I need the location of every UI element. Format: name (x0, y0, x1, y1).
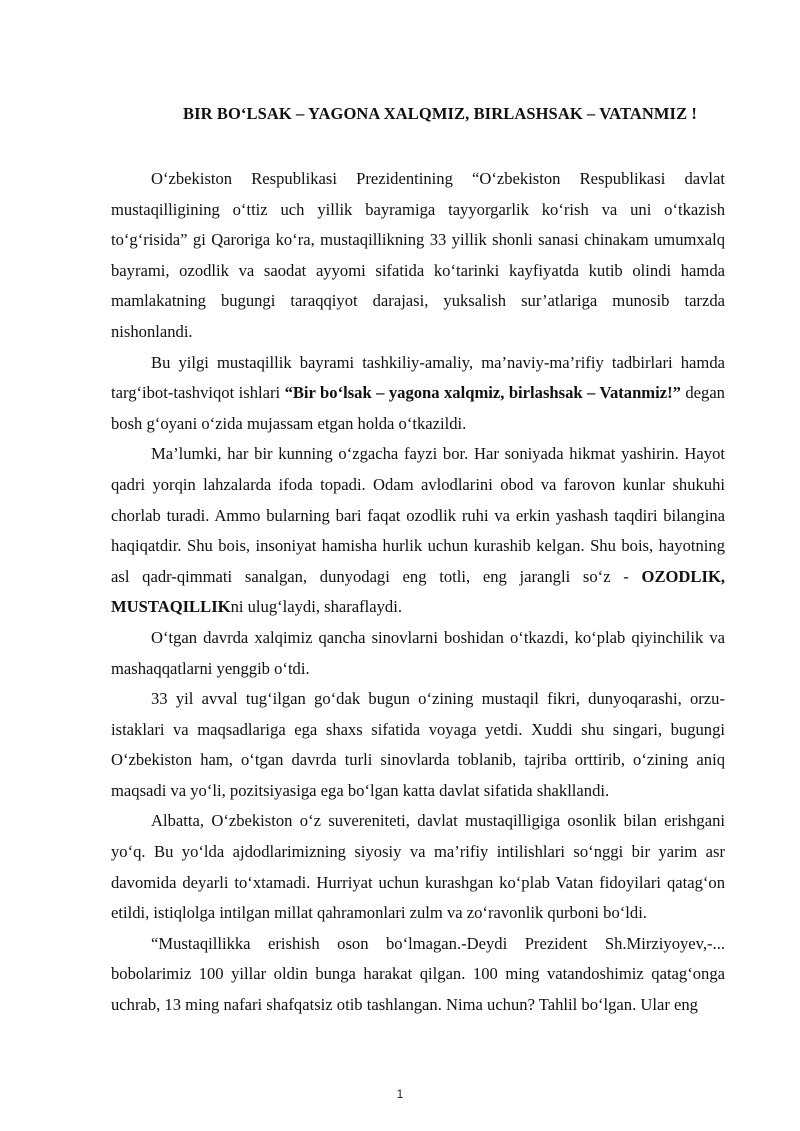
paragraph: “Mustaqillikka erishish oson bo‘lmagan.-Deydi Prezident Sh.Mirziyoyev,-... bobolarimiz 100 yillar oldin bunga harakat qilgan. 100 ming vatandoshimiz qatag‘onga uchrab, 13 ming nafari shafqatsiz otib tashlangan. Nima uchun? Tahlil bo‘lgan. Ular eng (111, 933, 725, 1015)
paragraph (111, 348, 725, 440)
paragraph: Albatta, O‘zbekiston o‘z suvereniteti, davlat mustaqilligiga osonlik bilan erishgani yo‘q. Bu yo‘lda ajdodlarimizning siyosiy va ma’rifiy intilishlari so‘nggi bir yarim asr davomida deyarli to‘xtamadi. Hurriyat uchun kurashgan ko‘plab Vatan fidoyilari qatag‘on etildi, istiqlolga intilgan millat qahramonlari zulm va zo‘ravonlik qurboni bo‘ldi. (111, 811, 725, 923)
document-body (111, 164, 725, 1021)
paragraph: O‘zbekiston Respublikasi Prezidentining “O‘zbekiston Respublikasi davlat mustaqilligining o‘ttiz uch yillik bayramiga tayyorgarlik ko‘rish va uni o‘tkazish to‘g‘risida” gi Qaroriga ko‘ra, mustaqillikning 33 yillik shonli sanasi chinakam umumxalq bayrami, ozodlik va saodat ayyomi sifatida ko‘tarinki kayfiyatda kutib olindi hamda mamlakatning bugungi taraqqiyot darajasi, yuksalish sur’atlariga munosib tarzda nishonlandi. (111, 169, 725, 341)
slogan-bold-text: “Bir bo‘lsak – yagona xalqmiz, birlashsak – Vatanmiz!” (284, 383, 681, 403)
paragraph: O‘tgan davrda xalqimiz qancha sinovlarni boshidan o‘tkazdi, ko‘plab qiyinchilik va mashaqqatlarni yenggib o‘tdi. (111, 627, 725, 678)
document-title: BIR BO‘LSAK – YAGONA XALQMIZ, BIRLASHSAK – VATANMIZ ! (183, 104, 697, 123)
page-number: 1 (396, 1087, 404, 1101)
paragraph-text: degan bosh g‘oyani o‘zida mujassam etgan holda o‘tkazildi. (111, 383, 725, 433)
paragraph (111, 439, 725, 623)
emphasis-bold-text: OZODLIK, MUSTAQILLIK (111, 566, 725, 617)
paragraph-text: Ma’lumki, har bir kunning o‘zgacha fayzi bor. Har soniyada hikmat yashirin. Hayot qadri yorqin lahzalarda ifoda topadi. Odam avlodlarini obod va farovon kunlar shukuhi chorlab turadi. Ammo bularning bari faqat ozodlik ruhi va erkin yashash taqdiri bilangina haqiqatdir. Shu bois, insoniyat hamisha hurlik uchun kurashib kelgan. Shu bois, hayotning asl qadr-qimmati sanalgan, dunyodagi eng totli, eng jarangli so‘z - (111, 444, 725, 586)
paragraph-text: ni ulug‘laydi, sharaflaydi. (230, 597, 402, 617)
paragraph: 33 yil avval tug‘ilgan go‘dak bugun o‘zining mustaqil fikri, dunyoqarashi, orzu-istaklari va maqsadlariga ega shaxs sifatida voyaga yetdi. Xuddi shu singari, bugungi O‘zbekiston ham, o‘tgan davrda turli sinovlarda toblanib, tajriba orttirib, o‘zining aniq maqsadi va yo‘li, pozitsiyasiga ega bo‘lgan katta davlat sifatida shakllandi. (111, 689, 725, 800)
paragraph-text: Bu yilgi mustaqillik bayrami tashkiliy-amaliy, ma’naviy-ma’rifiy tadbirlari hamda targ‘ibot-tashviqot ishlari (111, 352, 725, 403)
